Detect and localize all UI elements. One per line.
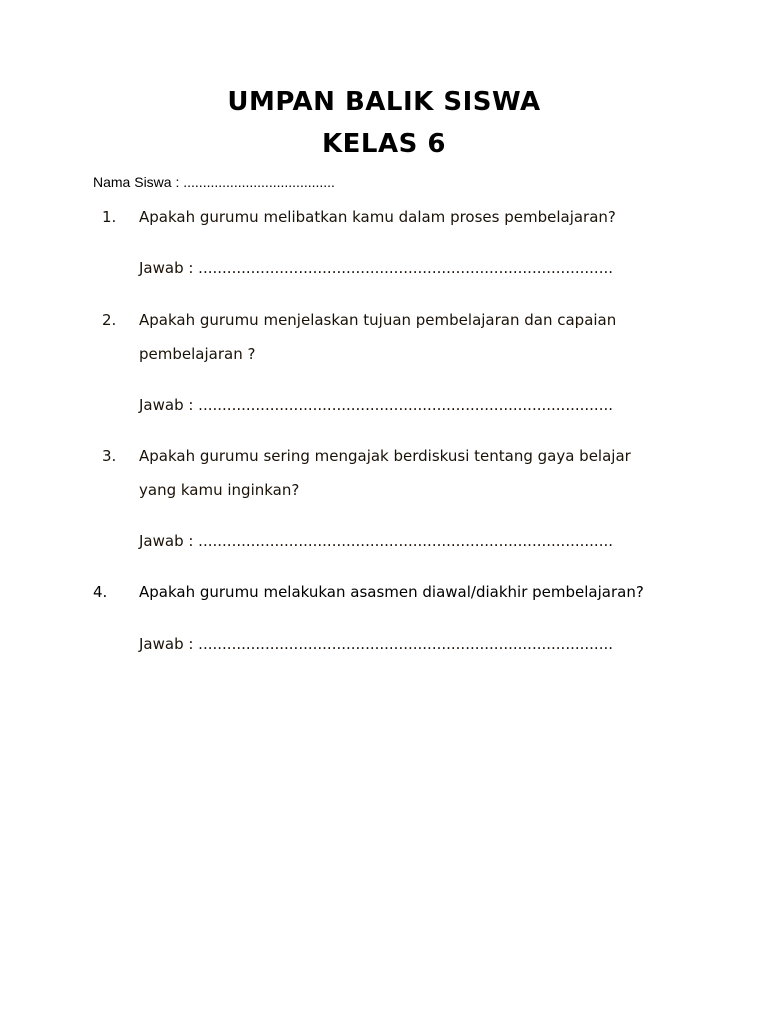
question-number: 2. [102, 311, 117, 329]
student-name-field: Nama Siswa : ....................................... [93, 174, 335, 190]
question-text-continued: pembelajaran ? [139, 345, 256, 363]
page-title: UMPAN BALIK SISWA [227, 87, 541, 117]
question-text: Apakah gurumu melibatkan kamu dalam proses pembelajaran? [139, 208, 616, 226]
answer-line: Jawab : ....................................................................................... [139, 532, 614, 550]
question-text: Apakah gurumu sering mengajak berdiskusi tentang gaya belajar [139, 447, 631, 465]
answer-line: Jawab : ....................................................................................... [139, 259, 614, 277]
answer-line: Jawab : ....................................................................................... [139, 635, 614, 653]
question-text: Apakah gurumu menjelaskan tujuan pembelajaran dan capaian [139, 311, 617, 329]
question-number: 3. [102, 447, 117, 465]
question-text: Apakah gurumu melakukan asasmen diawal/diakhir pembelajaran? [139, 583, 644, 601]
answer-line: Jawab : ....................................................................................... [139, 396, 614, 414]
page-subtitle: KELAS 6 [322, 129, 446, 159]
question-text-continued: yang kamu inginkan? [139, 481, 300, 499]
question-number: 4. [93, 583, 108, 601]
question-number: 1. [102, 208, 117, 226]
